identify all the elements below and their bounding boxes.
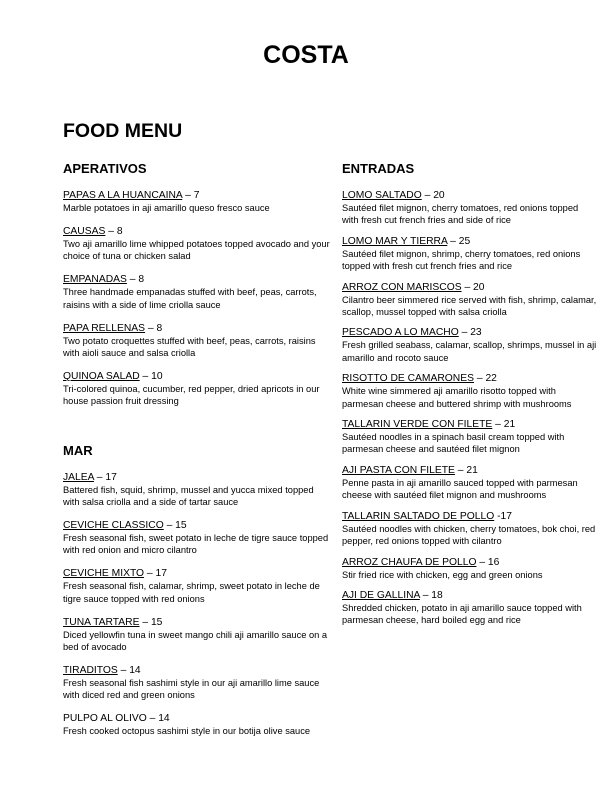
menu-item bbox=[342, 418, 597, 456]
menu-item-description: Fresh seasonal fish, sweet potato in leche de tigre sauce topped with red onion and micro cilantro bbox=[63, 532, 329, 556]
menu-item bbox=[342, 372, 597, 410]
menu-item-heading: ARROZ CHAUFA DE POLLO – 16 bbox=[342, 556, 500, 568]
menu-item-price: 8 bbox=[156, 322, 163, 334]
menu-title: FOOD MENU bbox=[63, 120, 183, 142]
menu-item bbox=[63, 370, 331, 408]
menu-item bbox=[342, 556, 597, 581]
menu-item-heading: LOMO MAR Y TIERRA – 25 bbox=[342, 235, 471, 247]
menu-item-heading: PESCADO A LO MACHO – 23 bbox=[342, 327, 482, 339]
menu-item-name: ARROZ CHAUFA DE POLLO bbox=[342, 556, 477, 568]
menu-item bbox=[63, 616, 331, 654]
menu-item-price: 17 bbox=[105, 471, 117, 483]
menu-item-price: 22 bbox=[485, 373, 497, 385]
menu-item bbox=[63, 567, 331, 605]
menu-item-description: Sautéed filet mignon, cherry tomatoes, red onions topped with fresh cut french fries and side of rice bbox=[342, 203, 579, 226]
menu-item-price: 14 bbox=[129, 664, 141, 676]
menu-item-name: ARROZ CON MARISCOS bbox=[342, 281, 462, 293]
menu-item-name: AJI PASTA CON FILETE bbox=[342, 464, 455, 476]
menu-item-price: 7 bbox=[193, 190, 200, 201]
menu-item-description: Cilantro beer simmered rice served with fish, shrimp, calamar, scallop, mussel topped with salsa criolla bbox=[342, 294, 597, 318]
menu-item bbox=[342, 510, 597, 548]
menu-item-description: Two aji amarillo lime whipped potatoes topped avocado and your choice of tuna or chicken salad bbox=[63, 238, 330, 262]
menu-item-name: TALLARIN VERDE CON FILETE bbox=[342, 419, 493, 431]
menu-item-name: EMPANADAS bbox=[63, 274, 127, 286]
menu-item-heading: CEVICHE CLASSICO – 15 bbox=[63, 519, 187, 531]
menu-item-name: TIRADITOS bbox=[63, 664, 118, 676]
menu-item-description: Sautéed filet mignon, shrimp, cherry tomatoes, red onions topped with fresh cut french fries and rice bbox=[342, 248, 581, 272]
menu-item-price: 21 bbox=[466, 464, 478, 476]
section-title: APERATIVOS bbox=[63, 161, 147, 176]
menu-item-price: 8 bbox=[138, 274, 145, 286]
menu-item-heading: EMPANADAS – 8 bbox=[63, 274, 145, 286]
menu-item-heading: JALEA – 17 bbox=[63, 471, 117, 483]
menu-item-heading: TIRADITOS – 14 bbox=[63, 664, 141, 676]
menu-item-description: Marble potatoes in aji amarillo queso fresco sauce bbox=[63, 203, 270, 213]
menu-item-description: Sautéed noodles with chicken, cherry tomatoes, bok choi, red pepper, red onions topped with cilantro bbox=[342, 523, 596, 547]
menu-item-price: 10 bbox=[151, 370, 163, 382]
section-entradas bbox=[342, 160, 597, 627]
menu-item-name: CEVICHE CLASSICO bbox=[63, 519, 164, 531]
menu-item-name: JALEA bbox=[63, 471, 94, 483]
menu-item-name: TUNA TARTARE bbox=[63, 616, 140, 628]
menu-item-heading: TUNA TARTARE – 15 bbox=[63, 616, 163, 628]
menu-item-name: CAUSAS bbox=[63, 225, 106, 237]
menu-item-heading: AJI PASTA CON FILETE – 21 bbox=[342, 464, 478, 476]
menu-item bbox=[63, 322, 331, 360]
menu-item-heading: TALLARIN SALTADO DE POLLO -17 bbox=[342, 510, 512, 522]
menu-item-price: 17 bbox=[155, 568, 167, 580]
menu-item-description: Shredded chicken, potato in aji amarillo sauce topped with parmesan cheese, hard boiled egg and rice bbox=[342, 602, 582, 626]
menu-item bbox=[342, 189, 597, 227]
menu-item-heading: QUINOA SALAD – 10 bbox=[63, 370, 163, 382]
menu-item bbox=[63, 189, 331, 214]
left-column bbox=[63, 160, 331, 738]
menu-item-price: 21 bbox=[503, 419, 516, 431]
menu-item-heading: CEVICHE MIXTO – 17 bbox=[63, 568, 167, 580]
menu-item-description: Two potato croquettes stuffed with beef, peas, carrots, raisins with aioli sauce and salsa criolla bbox=[63, 335, 316, 358]
section-title: MAR bbox=[63, 442, 93, 458]
menu-item-heading: ARROZ CON MARISCOS – 20 bbox=[342, 281, 485, 293]
menu-item-name: QUINOA SALAD bbox=[63, 370, 140, 382]
menu-item-price: 8 bbox=[116, 225, 123, 237]
menu-item bbox=[63, 664, 331, 702]
menu-item-price: 16 bbox=[487, 556, 500, 568]
item-list bbox=[342, 189, 597, 627]
menu-item-description: Battered fish, squid, shrimp, mussel and yucca mixed topped with salsa criolla and a side of tartar sauce bbox=[63, 484, 314, 508]
menu-item-name: RISOTTO DE CAMARONES bbox=[342, 373, 474, 385]
menu-item-price: 17 bbox=[500, 510, 512, 522]
menu-item bbox=[342, 326, 597, 364]
menu-item-description: Three handmade empanadas stuffed with beef, peas, carrots, raisins with a side of lime criolla sauce bbox=[63, 287, 317, 310]
menu-item-description: Stir fried rice with chicken, egg and green onions bbox=[342, 569, 543, 580]
menu-item bbox=[63, 712, 331, 737]
menu-item-description: Fresh seasonal fish sashimi style in our aji amarillo lime sauce with diced red and green onions bbox=[63, 677, 320, 701]
item-list bbox=[63, 189, 331, 408]
section-aperativos bbox=[63, 160, 331, 408]
menu-item-name: PULPO AL OLIVO bbox=[63, 713, 147, 725]
menu-item-name: LOMO MAR Y TIERRA bbox=[342, 235, 448, 247]
menu-item-name: TALLARIN SALTADO DE POLLO bbox=[342, 510, 495, 522]
menu-item bbox=[63, 519, 331, 557]
menu-item-description: Tri-colored quinoa, cucumber, red pepper, dried apricots in our house passion fruit dressing bbox=[63, 383, 320, 407]
menu-item-name: PAPAS A LA HUANCAINA bbox=[63, 190, 183, 201]
menu-item-description: White wine simmered aji amarillo risotto topped with parmesan cheese and buttered shrimp with mushrooms bbox=[342, 386, 572, 409]
menu-item bbox=[342, 281, 597, 319]
menu-item-price: 25 bbox=[458, 235, 471, 247]
menu-item-description: Diced yellowfin tuna in sweet mango chili aji amarillo sauce on a bed of avocado bbox=[63, 629, 328, 652]
menu-item-price: 15 bbox=[175, 519, 187, 531]
menu-item-price: 20 bbox=[473, 281, 485, 293]
menu-item bbox=[342, 589, 597, 627]
menu-item bbox=[342, 235, 597, 273]
menu-item-description: Penne pasta in aji amarillo sauced topped with parmesan cheese with sautéed filet mignon and mushrooms bbox=[342, 477, 578, 501]
menu-item-price: 15 bbox=[150, 616, 163, 628]
menu-item-name: LOMO SALTADO bbox=[342, 190, 422, 201]
menu-item-price: 23 bbox=[470, 327, 482, 339]
menu-item-name: AJI DE GALLINA bbox=[342, 589, 420, 601]
menu-item-description: Fresh grilled seabass, calamar, scallop, shrimps, mussel in aji amarillo and rocoto sauce bbox=[342, 340, 597, 363]
menu-item-heading: TALLARIN VERDE CON FILETE – 21 bbox=[342, 419, 516, 431]
menu-item bbox=[63, 225, 331, 263]
menu-item-name: PESCADO A LO MACHO bbox=[342, 327, 459, 339]
menu-item bbox=[63, 273, 331, 311]
section-mar bbox=[63, 442, 331, 738]
restaurant-name: COSTA bbox=[263, 41, 349, 69]
menu-item-heading: LOMO SALTADO – 20 bbox=[342, 190, 445, 201]
menu-item-name: PAPA RELLENAS bbox=[63, 322, 146, 334]
menu-item-description: Fresh seasonal fish, calamar, shrimp, sweet potato in leche de tigre sauce topped with red onions bbox=[63, 581, 320, 604]
right-column bbox=[342, 160, 597, 627]
menu-item-price: 18 bbox=[431, 589, 443, 601]
menu-item-description: Fresh cooked octopus sashimi style in our botija olive sauce bbox=[63, 726, 311, 737]
menu-item-heading: PAPA RELLENAS – 8 bbox=[63, 322, 163, 334]
item-list bbox=[63, 471, 331, 738]
menu-item-heading: CAUSAS – 8 bbox=[63, 225, 123, 237]
menu-item-heading: PULPO AL OLIVO – 14 bbox=[63, 713, 170, 725]
menu-item-description: Sautéed noodles in a spinach basil cream topped with parmesan cheese and sautéed filet mignon bbox=[342, 432, 565, 455]
menu-item bbox=[342, 464, 597, 502]
menu-item-price: 20 bbox=[433, 190, 445, 201]
menu-item-price: 14 bbox=[158, 713, 170, 725]
menu-item-heading: PAPAS A LA HUANCAINA – 7 bbox=[63, 190, 200, 201]
menu-item-name: CEVICHE MIXTO bbox=[63, 568, 145, 580]
menu-item bbox=[63, 471, 331, 509]
section-title: ENTRADAS bbox=[342, 161, 415, 176]
menu-item-heading: AJI DE GALLINA – 18 bbox=[342, 589, 443, 601]
menu-item-heading: RISOTTO DE CAMARONES – 22 bbox=[342, 373, 497, 385]
